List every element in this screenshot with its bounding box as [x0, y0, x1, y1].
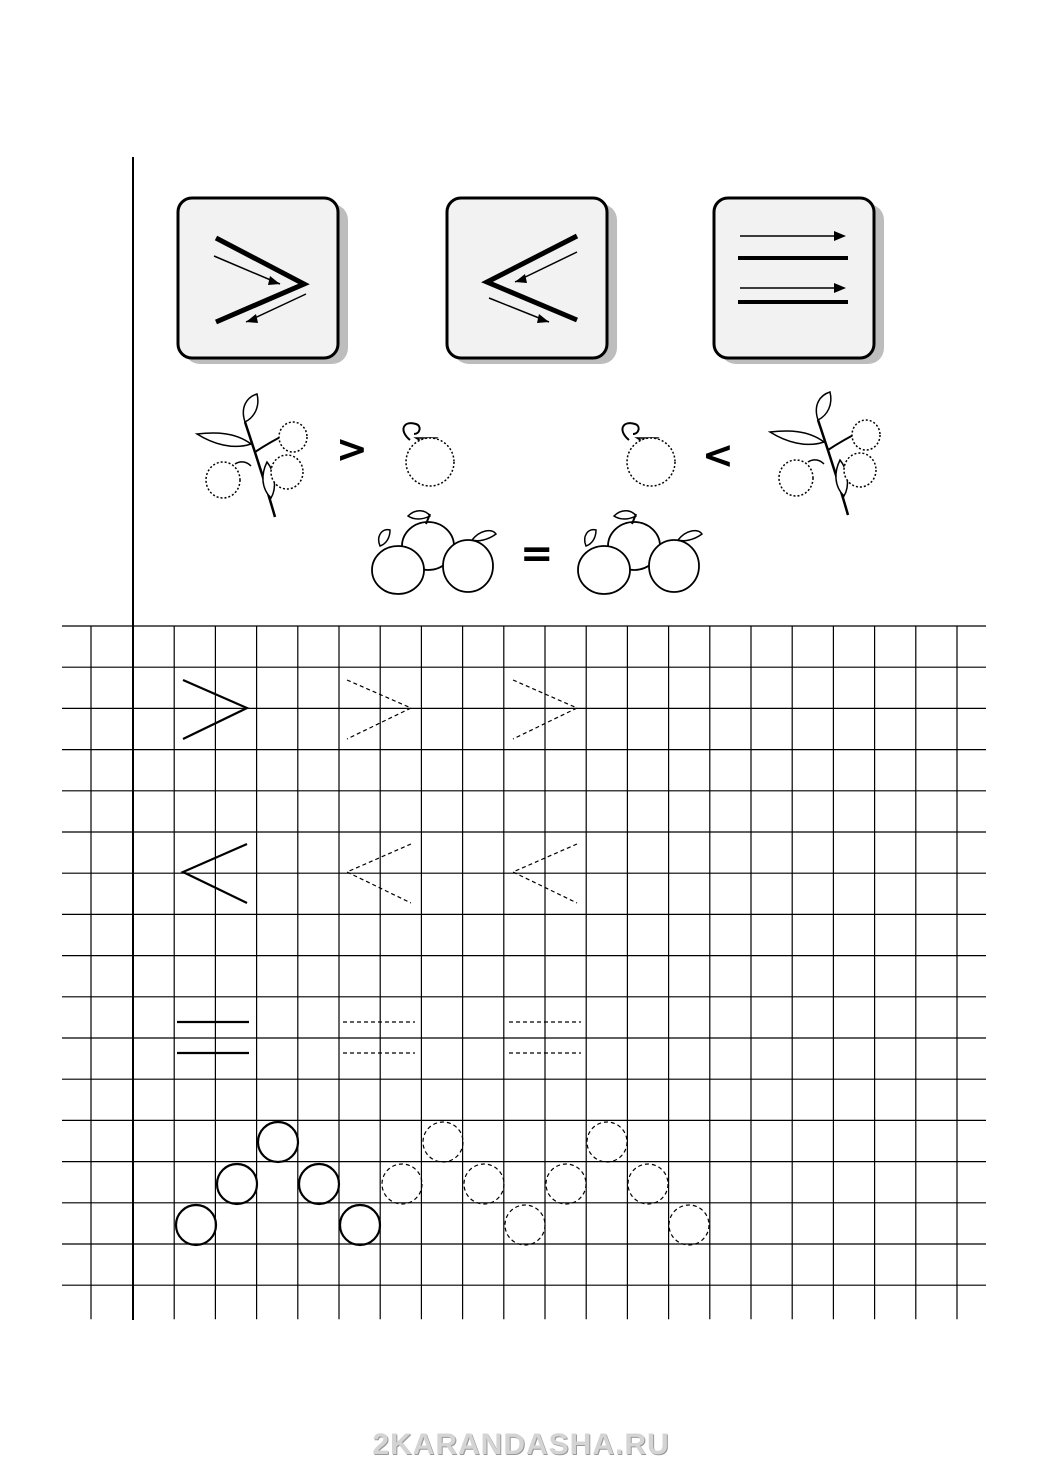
- circle-trace: [382, 1164, 422, 1204]
- circle-trace: [464, 1164, 504, 1204]
- comparison-equals-sign: =: [520, 531, 554, 577]
- circle-sample: [176, 1205, 216, 1245]
- circle-sample: [340, 1205, 380, 1245]
- circle-trace: [505, 1205, 545, 1245]
- comparison-greater-sign: >: [336, 427, 368, 471]
- circle-sample: [217, 1164, 257, 1204]
- comparison-less-sign: <: [702, 433, 734, 477]
- greater-than-trace: [347, 680, 411, 739]
- circle-sample: [258, 1122, 298, 1162]
- circle-trace: [423, 1122, 463, 1162]
- circle-trace: [628, 1164, 668, 1204]
- circle-trace: [669, 1205, 709, 1245]
- circle-trace: [546, 1164, 586, 1204]
- circle-sample: [299, 1164, 339, 1204]
- circle-trace: [587, 1122, 627, 1162]
- watermark: 2KARANDASHA.RU: [372, 1428, 670, 1461]
